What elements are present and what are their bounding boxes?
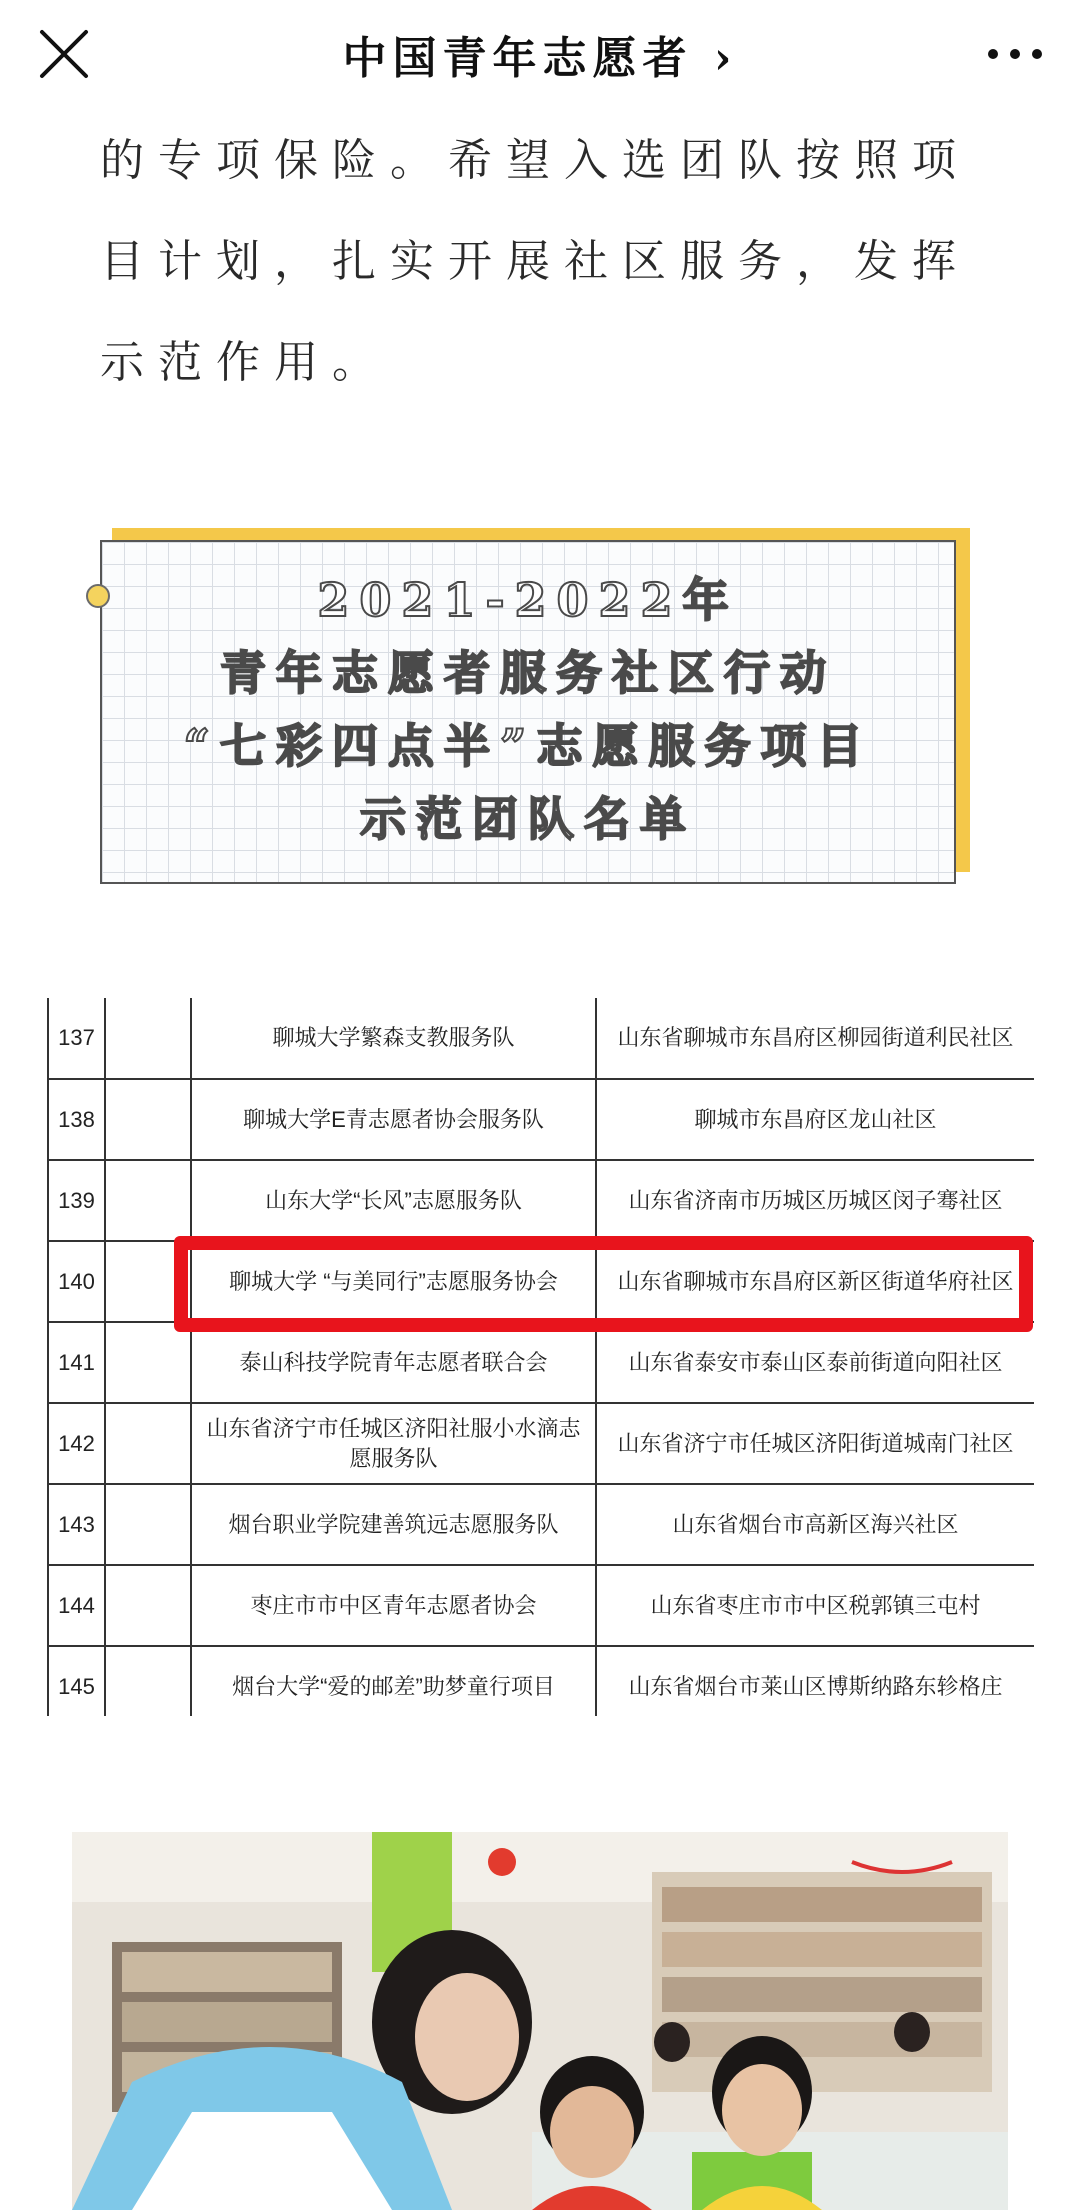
team-list-table (47, 998, 1034, 1716)
team-name: 山东省济宁市任城区济阳社服小水滴志愿服务队 (191, 1403, 596, 1484)
card-title-line: 示范团队名单 (360, 792, 696, 846)
row-number: 140 (48, 1241, 105, 1322)
table-row (48, 1403, 1034, 1484)
location: 山东省济宁市任城区济阳街道城南门社区 (596, 1403, 1034, 1484)
empty-cell (105, 1403, 191, 1484)
row-number: 143 (48, 1484, 105, 1565)
table-row (48, 1646, 1034, 1716)
row-number: 141 (48, 1322, 105, 1403)
paragraph-line: 目计划，扎实开展社区服务，发挥 (100, 236, 970, 287)
row-number: 139 (48, 1160, 105, 1241)
row-number: 142 (48, 1403, 105, 1484)
card-title (100, 564, 956, 856)
table-row (48, 998, 1034, 1079)
table-row (48, 1565, 1034, 1646)
location: 山东省枣庄市市中区税郭镇三屯村 (596, 1565, 1034, 1646)
location: 山东省聊城市东昌府区新区街道华府社区 (596, 1241, 1034, 1322)
table-row (48, 1079, 1034, 1160)
empty-cell (105, 1646, 191, 1716)
row-number: 137 (48, 998, 105, 1079)
chevron-right-icon: › (713, 33, 738, 84)
team-name: 山东大学“长风”志愿服务队 (191, 1160, 596, 1241)
table-row (48, 1160, 1034, 1241)
empty-cell (105, 1079, 191, 1160)
row-number: 145 (48, 1646, 105, 1716)
account-name: 中国青年志愿者 (342, 33, 693, 84)
team-name: 烟台大学“爱的邮差”助梦童行项目 (191, 1646, 596, 1716)
more-dots-icon[interactable] (980, 26, 1050, 82)
empty-cell (105, 1565, 191, 1646)
team-name: 聊城大学繁森支教服务队 (191, 998, 596, 1079)
team-name: 泰山科技学院青年志愿者联合会 (191, 1322, 596, 1403)
location: 山东省烟台市高新区海兴社区 (596, 1484, 1034, 1565)
empty-cell (105, 998, 191, 1079)
location: 山东省济南市历城区历城区闵子骞社区 (596, 1160, 1034, 1241)
paragraph-line: 示范作用。 (100, 337, 390, 388)
article-paragraph (100, 110, 1000, 413)
paragraph-line: 的专项保险。希望入选团队按照项 (100, 135, 970, 186)
location: 山东省烟台市莱山区博斯纳路东轸格庄 (596, 1646, 1034, 1716)
card-title-line: 青年志愿者服务社区行动 (220, 646, 836, 700)
empty-cell (105, 1322, 191, 1403)
empty-cell (105, 1160, 191, 1241)
highlight-box (174, 1236, 1033, 1332)
row-number: 144 (48, 1565, 105, 1646)
team-name: 聊城大学 “与美同行”志愿服务协会 (191, 1241, 596, 1322)
empty-cell (105, 1484, 191, 1565)
table-row (48, 1484, 1034, 1565)
team-name: 聊城大学E青志愿者协会服务队 (191, 1079, 596, 1160)
top-bar (0, 0, 1080, 112)
card-title-line: 2021-2022年 (317, 573, 739, 627)
page-title[interactable] (0, 22, 1080, 86)
card-title-line: “七彩四点半”志愿服务项目 (183, 719, 873, 773)
classroom-photo (72, 1832, 1008, 2210)
team-name: 烟台职业学院建善筑远志愿服务队 (191, 1484, 596, 1565)
location: 山东省聊城市东昌府区柳园街道利民社区 (596, 998, 1034, 1079)
location: 聊城市东昌府区龙山社区 (596, 1079, 1034, 1160)
row-number: 138 (48, 1079, 105, 1160)
team-name: 枣庄市市中区青年志愿者协会 (191, 1565, 596, 1646)
table-row (48, 1322, 1034, 1403)
location: 山东省泰安市泰山区泰前街道向阳社区 (596, 1322, 1034, 1403)
